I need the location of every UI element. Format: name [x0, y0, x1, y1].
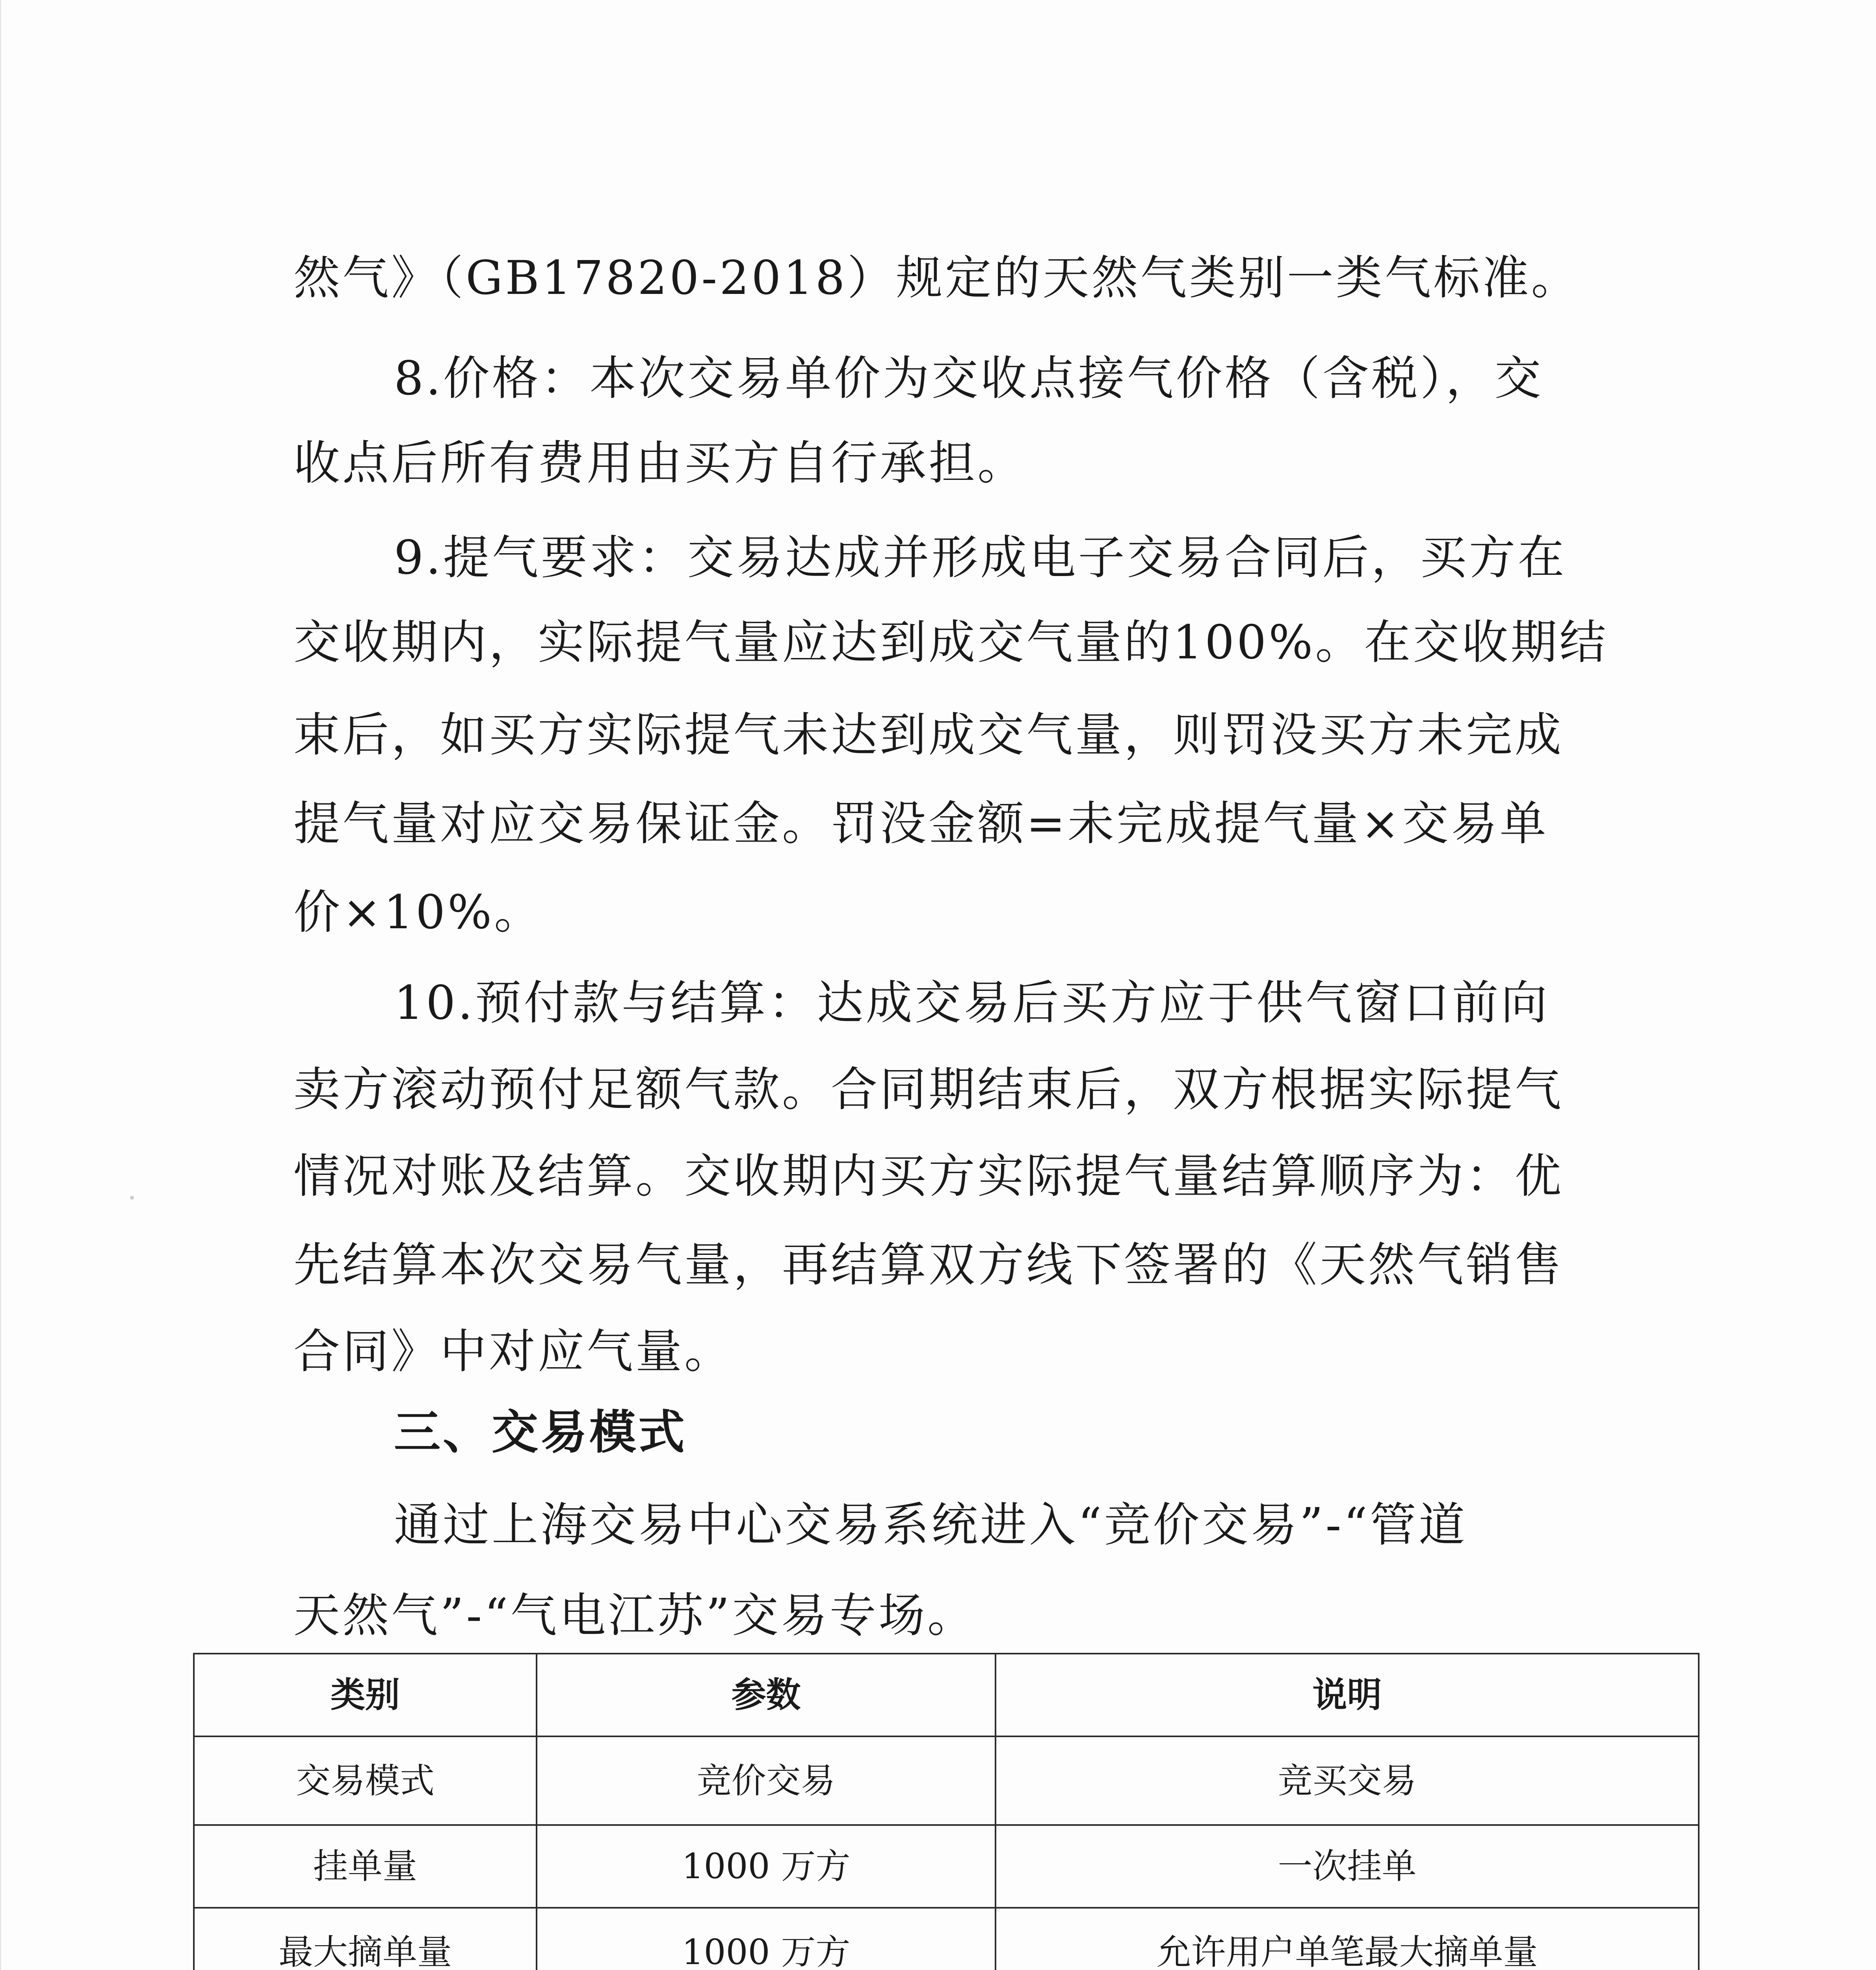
header-cell-category: 类别 — [194, 1654, 537, 1736]
header-cell-description: 说明 — [996, 1654, 1699, 1736]
table-row — [194, 1736, 1699, 1825]
table-cell: 1000 万方 — [537, 1908, 996, 1970]
table-row — [194, 1825, 1699, 1908]
body-line: 8.价格：本次交易单价为交收点接气价格（含税），交 — [394, 351, 1544, 405]
parameter-table — [193, 1653, 1700, 1970]
body-line: 通过上海交易中心交易系统进入“竞价交易”-“管道 — [394, 1498, 1467, 1552]
body-line: 情况对账及结算。交收期内买方实际提气量结算顺序为：优 — [293, 1149, 1564, 1203]
body-line: 天然气”-“气电江苏”交易专场。 — [293, 1588, 976, 1643]
table-cell: 交易模式 — [194, 1736, 537, 1825]
table-row — [194, 1908, 1699, 1970]
body-line: 先结算本次交易气量，再结算双方线下签署的《天然气销售 — [293, 1238, 1564, 1292]
body-line: 收点后所有费用由买方自行承担。 — [293, 436, 1027, 490]
body-line: 价×10%。 — [293, 885, 543, 939]
body-line: 卖方滚动预付足额气款。合同期结束后，双方根据实际提气 — [293, 1062, 1564, 1117]
body-line: 提气量对应交易保证金。罚没金额=未完成提气量×交易单 — [293, 796, 1549, 851]
table-cell: 1000 万方 — [537, 1825, 996, 1908]
body-line: 然气》（GB17820-2018）规定的天然气类别一类气标准。 — [293, 251, 1580, 305]
table-header-row — [194, 1654, 1699, 1736]
table-cell: 最大摘单量 — [194, 1908, 537, 1970]
body-line: 交收期内，实际提气量应达到成交气量的100%。在交收期结 — [293, 615, 1609, 669]
scan-edge — [0, 0, 1, 1970]
table-cell: 允许用户单笔最大摘单量 — [996, 1908, 1699, 1970]
table-cell: 挂单量 — [194, 1825, 537, 1908]
body-line: 束后，如买方实际提气未达到成交气量，则罚没买方未完成 — [293, 708, 1564, 762]
table-cell: 一次挂单 — [996, 1825, 1699, 1908]
body-line: 9.提气要求：交易达成并形成电子交易合同后，买方在 — [394, 530, 1567, 585]
table-cell: 竞买交易 — [996, 1736, 1699, 1825]
body-line: 10.预付款与结算：达成交易后买方应于供气窗口前向 — [394, 976, 1550, 1030]
table-cell: 竞价交易 — [537, 1736, 996, 1825]
scan-speck — [130, 1196, 134, 1200]
header-cell-parameter: 参数 — [537, 1654, 996, 1736]
body-line: 合同》中对应气量。 — [293, 1324, 734, 1379]
section-heading: 三、交易模式 — [394, 1405, 687, 1459]
